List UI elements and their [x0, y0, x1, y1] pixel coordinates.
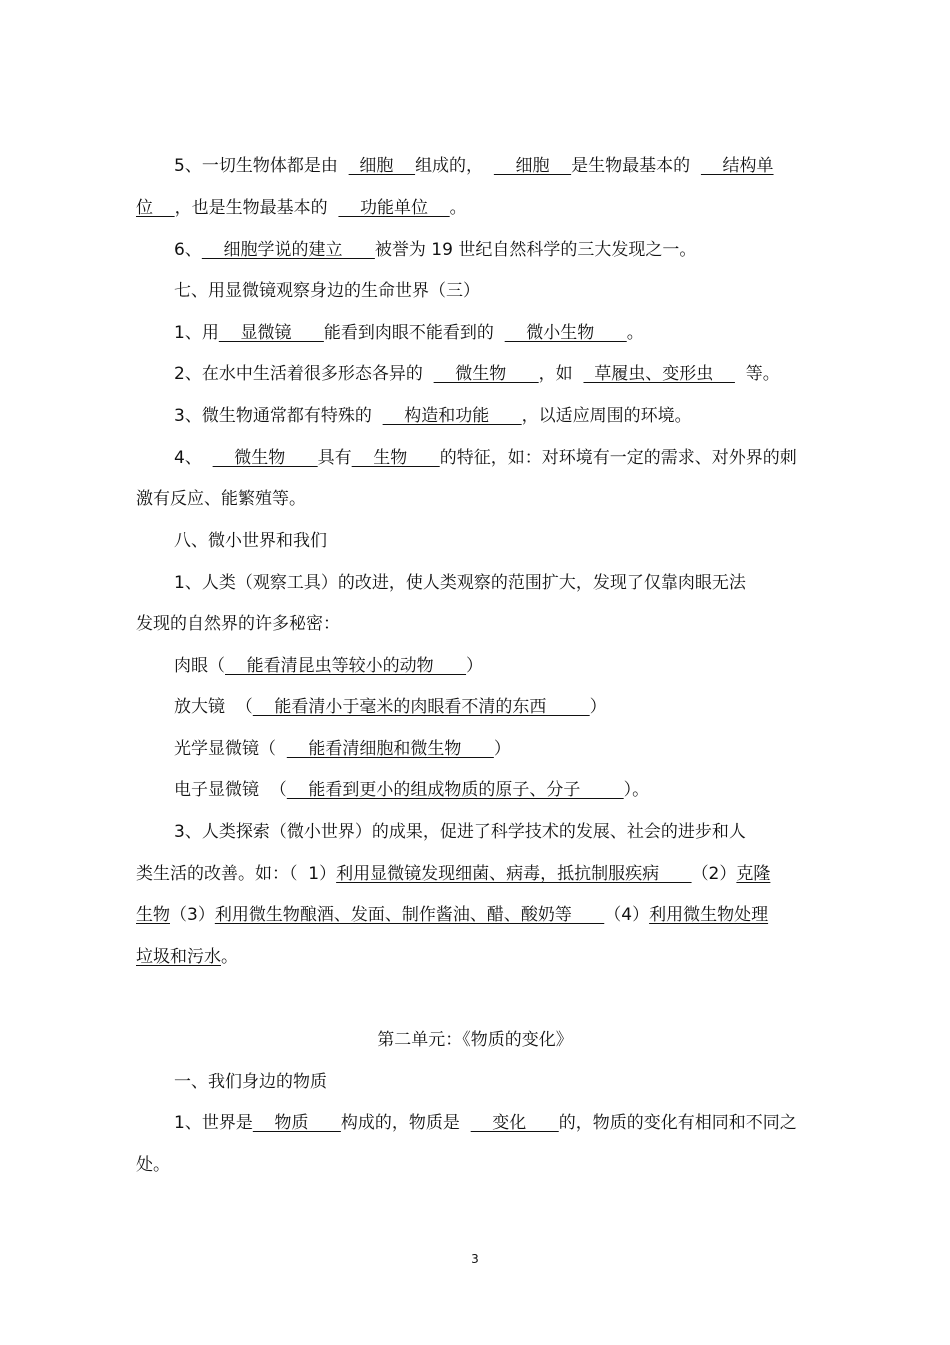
text-segment: （4）	[604, 905, 650, 925]
fill-in-answer: 利用微生物处理	[649, 905, 769, 925]
text-segment: ）	[589, 697, 607, 717]
fill-in-answer: 生物	[351, 448, 440, 468]
text-line	[174, 403, 854, 429]
fill-in-answer: 细胞	[348, 156, 416, 176]
text-segment: 第二单元：《物质的变化》	[377, 1030, 573, 1050]
fill-in-answer: 细胞学说的建立	[201, 240, 375, 260]
text-line	[174, 736, 854, 762]
text-segment: 。	[626, 323, 644, 343]
text-line	[174, 777, 854, 803]
text-segment: 组成的，	[415, 156, 494, 176]
fill-in-answer: 垃圾和污水	[136, 947, 221, 967]
text-line	[174, 361, 854, 387]
text-segment: 光学显微镜（	[174, 739, 287, 759]
page-number: 3	[471, 1252, 479, 1266]
fill-in-answer: 草履虫、变形虫	[583, 364, 735, 384]
text-segment: （2）	[691, 864, 737, 884]
section-heading	[174, 278, 854, 304]
text-segment: 类生活的改善。如：（ 1）	[136, 864, 337, 884]
fill-in-answer: 利用微生物酿酒、发面、制作酱油、醋、酸奶等	[214, 905, 605, 925]
text-line	[174, 320, 854, 346]
text-line	[174, 694, 854, 720]
text-segment: 5、一切生物体都是由	[174, 156, 349, 176]
text-line	[174, 445, 854, 471]
text-segment: 电子显微镜 （	[174, 780, 287, 800]
text-line	[174, 153, 854, 179]
text-segment: 等。	[734, 364, 780, 384]
text-segment: 具有	[317, 448, 352, 468]
text-segment: 1、世界是	[174, 1113, 253, 1133]
fill-in-answer: 物质	[252, 1113, 341, 1133]
text-segment: 3、人类探索（微小世界）的成果，促进了科学技术的发展、社会的进步和人	[174, 822, 746, 842]
text-segment: 1、人类（观察工具）的改进，使人类观察的范围扩大，发现了仅靠肉眼无法	[174, 573, 746, 593]
text-segment: 。	[449, 198, 467, 218]
fill-in-answer: 功能单位	[338, 198, 450, 218]
fill-in-answer: 能看清小于毫米的肉眼看不清的东西	[252, 697, 590, 717]
text-line	[136, 195, 816, 221]
text-segment: 激有反应、能繁殖等。	[136, 489, 306, 509]
text-line	[136, 944, 816, 970]
text-segment: ）	[493, 739, 511, 759]
fill-in-answer: 利用显微镜发现细菌、病毒，抵抗制服疾病	[336, 864, 692, 884]
text-line	[174, 653, 854, 679]
text-segment: 放大镜 （	[174, 697, 253, 717]
text-segment: 被誉为 19 世纪自然科学的三大发现之一。	[374, 240, 697, 260]
text-line	[174, 237, 854, 263]
section-heading	[174, 528, 854, 554]
text-line	[136, 902, 816, 928]
text-line	[174, 819, 854, 845]
fill-in-answer: 能看到更小的组成物质的原子、分子	[286, 780, 624, 800]
text-segment: 八、微小世界和我们	[174, 531, 327, 551]
fill-in-answer: 细胞	[493, 156, 572, 176]
text-segment: ，也是生物最基本的	[174, 198, 339, 218]
fill-in-answer: 结构单	[700, 156, 774, 176]
text-segment: （3）	[170, 905, 215, 925]
text-segment: 6、	[174, 240, 202, 260]
text-segment: 一、我们身边的物质	[174, 1072, 327, 1092]
text-segment: 。	[221, 947, 238, 967]
fill-in-answer: 位	[136, 198, 175, 218]
fill-in-answer: 微小生物	[504, 323, 627, 343]
unit-title	[0, 1027, 950, 1053]
fill-in-answer: 微生物	[212, 448, 318, 468]
section-heading	[174, 1069, 854, 1095]
text-line	[174, 1110, 854, 1136]
text-segment: ，如	[538, 364, 584, 384]
fill-in-answer: 生物	[136, 905, 170, 925]
fill-in-answer: 构造和功能	[382, 406, 522, 426]
fill-in-answer: 能看清昆虫等较小的动物	[225, 656, 467, 676]
text-segment: 4、	[174, 448, 213, 468]
text-segment: 是生物最基本的	[571, 156, 701, 176]
text-segment: 3、微生物通常都有特殊的	[174, 406, 383, 426]
text-segment: 2、在水中生活着很多形态各异的	[174, 364, 434, 384]
fill-in-answer: 克隆	[736, 864, 771, 884]
fill-in-answer: 变化	[470, 1113, 559, 1133]
text-line	[174, 570, 854, 596]
text-line	[136, 611, 816, 637]
text-segment: 构成的，物质是	[340, 1113, 471, 1133]
text-segment: 处。	[136, 1155, 170, 1175]
text-line	[136, 1152, 816, 1178]
fill-in-answer: 能看清细胞和微生物	[286, 739, 494, 759]
text-line	[136, 486, 816, 512]
text-segment: 能看到肉眼不能看到的	[323, 323, 505, 343]
text-segment: 1、用	[174, 323, 219, 343]
text-segment: 肉眼（	[174, 656, 225, 676]
text-segment: ，以适应周围的环境。	[521, 406, 692, 426]
text-segment: 七、用显微镜观察身边的生命世界（三）	[174, 281, 480, 301]
fill-in-answer: 显微镜	[218, 323, 324, 343]
text-line	[136, 861, 816, 887]
text-segment: ）	[466, 656, 484, 676]
text-segment: 的，物质的变化有相同和不同之	[558, 1113, 797, 1133]
fill-in-answer: 微生物	[433, 364, 539, 384]
text-segment: ）。	[623, 780, 650, 800]
text-segment: 发现的自然界的许多秘密：	[136, 614, 340, 634]
text-segment: 的特征，如：对环境有一定的需求、对外界的刺	[439, 448, 797, 468]
